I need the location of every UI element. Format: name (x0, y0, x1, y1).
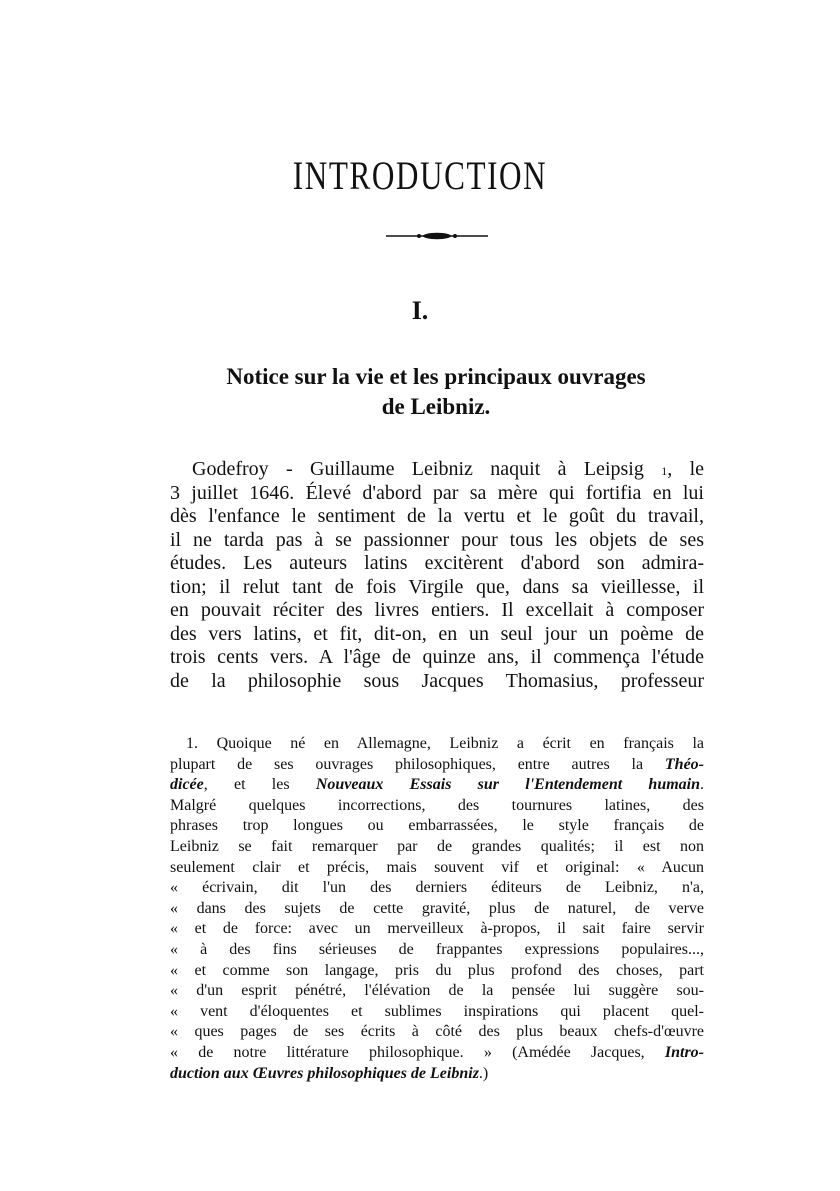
footnote-italic: Théo- (664, 755, 704, 773)
footnote-line: « vent d'éloquentes et sublimes inspirations qui placent quel- (170, 1002, 704, 1020)
body-line: de la philosophie sous Jacques Thomasius, professeur (170, 669, 704, 692)
body-paragraph (170, 458, 704, 693)
ornament-center (423, 233, 451, 239)
footnote-line: « dans des sujets de cette gravité, plus de naturel, de verve (170, 899, 704, 917)
body-line: trois cents vers. A l'âge de quinze ans, il commença l'étude (170, 646, 704, 668)
footnote-line: « et de force: avec un merveilleux à-propos, il sait faire servir (170, 920, 704, 938)
footnote-line: « et comme son langage, pris du plus profond des choses, part (170, 961, 704, 979)
body-text-segment: Godefroy - Guillaume Leibniz naquit à Leipsig (192, 458, 644, 480)
footnote-italic: Intro- (664, 1043, 704, 1061)
body-line: dès l'enfance le sentiment de la vertu et le goût du travail, (170, 505, 704, 527)
footnote-text-segment: .) (478, 1064, 489, 1082)
footnote-text-segment: . (700, 776, 705, 794)
footnote-line: Leibniz se fait remarquer par de grandes qualités; il est non (170, 837, 704, 855)
footnote-marker: 1 (661, 464, 668, 478)
footnote (170, 734, 704, 1084)
body-line: 3 juillet 1646. Élevé d'abord par sa mère qui fortifia en lui (170, 481, 704, 504)
section-title-line: de Leibniz. (381, 394, 491, 419)
section-title-line: Notice sur la vie et les principaux ouvrages (226, 364, 646, 389)
page-title: INTRODUCTION (292, 153, 548, 198)
footnote-italic: duction aux Œuvres philosophiques de Leibniz (170, 1064, 479, 1082)
footnote-line: phrases trop longues ou embarrassées, le style français de (170, 817, 704, 835)
footnote-line (170, 755, 704, 776)
body-line: des vers latins, et fit, dit-on, en un seul jour un poème de (170, 622, 704, 645)
ornament-dot-right (453, 234, 457, 238)
footnote-italic: dicée (170, 776, 204, 794)
footnote-line: « écrivain, dit l'un des derniers éditeurs de Leibniz, n'a, (170, 879, 704, 897)
body-line (170, 458, 704, 482)
footnote-text-segment: « de notre littérature philosophique. » (Amédée Jacques, (170, 1043, 665, 1061)
footnote-line: seulement clair et précis, mais souvent vif et original: « Aucun (170, 858, 704, 876)
ornament-divider (386, 231, 488, 241)
footnote-line: « à des fins sérieuses de frappantes expressions populaires..., (170, 940, 704, 958)
body-line: en pouvait réciter des livres entiers. Il excellait à composer (170, 599, 704, 621)
ornament-dot-left (417, 234, 421, 238)
body-text-segment: , le (667, 458, 705, 480)
body-line: études. Les auteurs latins excitèrent d'abord son admira- (170, 552, 704, 574)
footnote-line (170, 1064, 704, 1085)
footnote-line: « d'un esprit pénétré, l'élévation de la pensée lui suggère sou- (170, 982, 704, 1000)
section-title (150, 362, 722, 422)
footnote-line: 1. Quoique né en Allemagne, Leibniz a écrit en français la (186, 735, 704, 752)
footnote-line (170, 775, 704, 796)
footnote-italic: Nouveaux Essais sur l'Entendement humain (315, 776, 701, 794)
footnote-text-segment: plupart de ses ouvrages philosophiques, entre autres la (170, 755, 665, 773)
body-line: tion; il relut tant de fois Virgile que, dans sa vieillesse, il (170, 575, 704, 598)
footnote-text-segment: , et les (203, 776, 316, 794)
footnote-line: Malgré quelques incorrections, des tournures latines, des (170, 796, 704, 814)
footnote-line: « ques pages de ses écrits à côté des plus beaux chefs-d'œuvre (170, 1023, 704, 1041)
body-line: il ne tarda pas à se passionner pour tous les objets de ses (170, 528, 704, 551)
section-number: I. (411, 296, 429, 325)
footnote-line (170, 1043, 704, 1064)
